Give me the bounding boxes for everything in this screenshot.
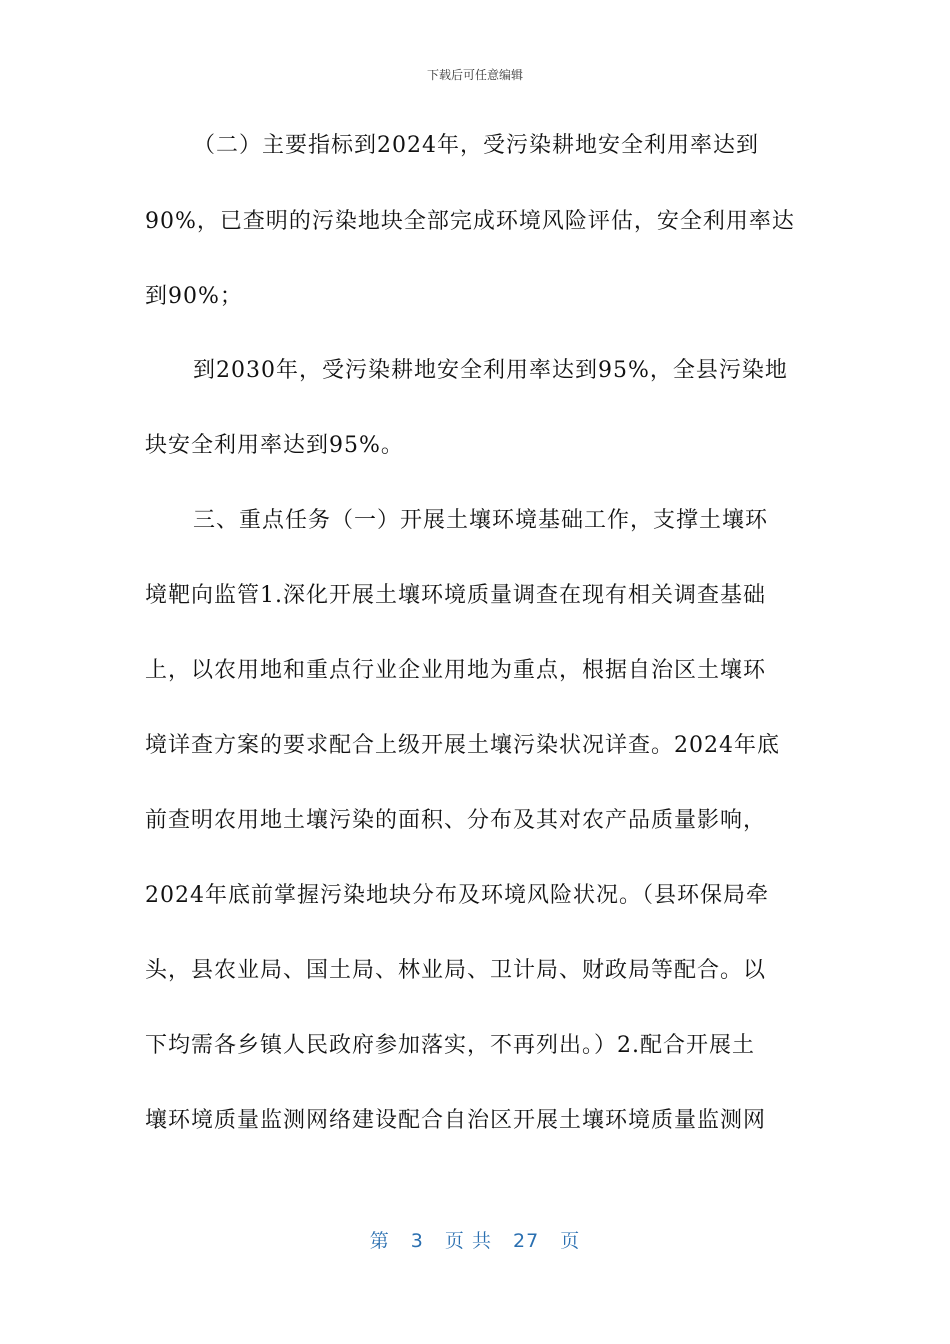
paragraph-line-12: 头，县农业局、国土局、林业局、卫计局、财政局等配合。以 bbox=[145, 958, 767, 983]
footer-suffix: 页 bbox=[560, 1230, 581, 1252]
footer-prefix: 第 bbox=[369, 1230, 390, 1252]
paragraph-line-13: 下均需各乡镇人民政府参加落实，不再列出。）2.配合开展土 bbox=[145, 1033, 755, 1058]
total-page-count: 27 bbox=[513, 1230, 540, 1252]
paragraph-line-3: 到90%； bbox=[145, 284, 243, 309]
paragraph-line-9: 境详查方案的要求配合上级开展土壤污染状况详查。2024年底 bbox=[145, 733, 780, 758]
paragraph-line-6: 三、重点任务（一）开展土壤环境基础工作，支撑土壤环 bbox=[193, 508, 769, 533]
footer-middle: 页 共 bbox=[444, 1230, 492, 1252]
paragraph-line-11: 2024年底前掌握污染地块分布及环境风险状况。（县环保局牵 bbox=[145, 883, 769, 908]
paragraph-line-7: 境靶向监管1.深化开展土壤环境质量调查在现有相关调查基础 bbox=[145, 583, 766, 608]
paragraph-line-8: 上，以农用地和重点行业企业用地为重点，根据自治区土壤环 bbox=[145, 658, 767, 683]
page-number-footer bbox=[0, 1226, 950, 1253]
paragraph-line-4: 到2030年，受污染耕地安全利用率达到95%，全县污染地 bbox=[193, 358, 788, 383]
current-page-number: 3 bbox=[410, 1230, 424, 1252]
paragraph-line-1: （二）主要指标到2024年，受污染耕地安全利用率达到 bbox=[193, 133, 759, 158]
paragraph-line-2: 90%，已查明的污染地块全部完成环境风险评估，安全利用率达 bbox=[145, 209, 795, 234]
paragraph-line-10: 前查明农用地土壤污染的面积、分布及其对农产品质量影响， bbox=[145, 808, 767, 833]
header-note: 下载后可任意编辑 bbox=[426, 68, 523, 82]
paragraph-line-14: 壤环境质量监测网络建设配合自治区开展土壤环境质量监测网 bbox=[145, 1108, 767, 1133]
paragraph-line-5: 块安全利用率达到95%。 bbox=[145, 433, 404, 458]
